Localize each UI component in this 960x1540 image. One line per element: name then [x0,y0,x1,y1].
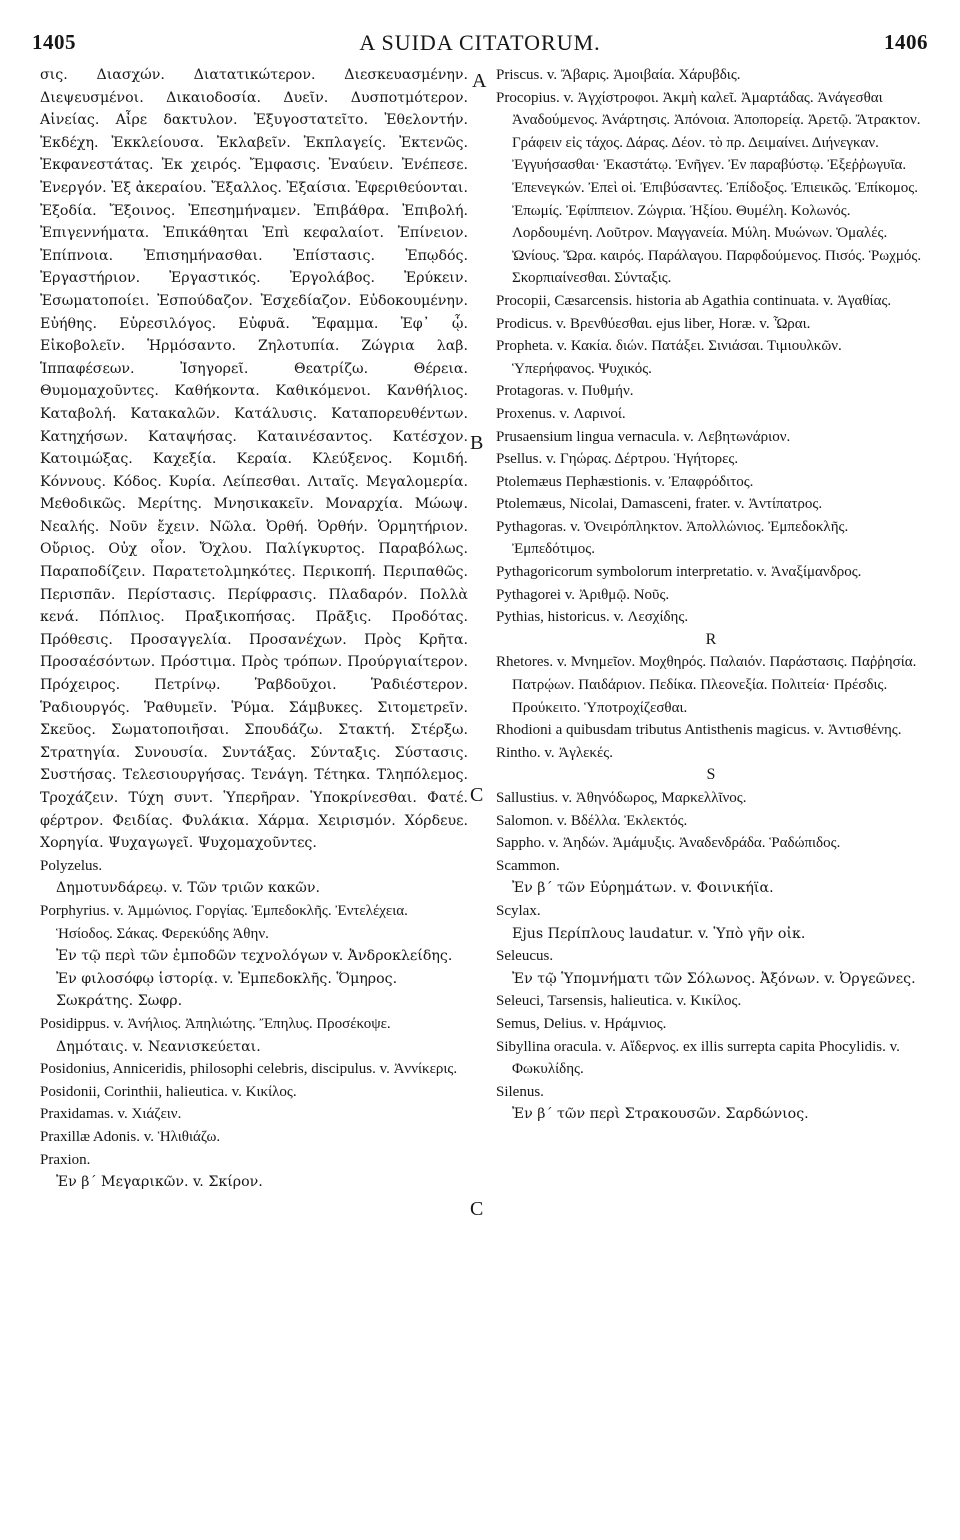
entry-posidippus: Posidippus. v. Ἀνήλιος. Ἀπηλιώτης. Ἔπηλυς. Προσέκοψε. [40,1015,391,1032]
left-column [40,64,468,1194]
entry-scylax: Scylax. [496,902,541,919]
entry-prusaensium: Prusaensium lingua vernacula. v. Λεβητωνάριον. [496,428,791,445]
entry-sallustius: Sallustius. v. Ἀθηνόδωρος, Μαρκελλῖνος. [496,790,747,806]
entry-priscus: Priscus. v. Ἄβαρις. Ἀμοιβαία. Χάρυβδις. [496,67,741,83]
entry-porphyrius-sub2: Ἐν φιλοσόφῳ ἱστορίᾳ. v. Ἐμπεδοκλῆς. Ὅμηρος. Σωκράτης. Σωφρ. [56,970,398,1010]
entry-rhetores: Rhetores. v. Μνημεῖον. Μοχθηρός. Παλαιόν. Παράστασις. Παῤῥησία. Πατρῴων. Παιδάριον. Πεδίκα. Πλεονεξία. Πολιτεία· Πρέσδις. Προύκειτο. Ὑποτροχίζεσθαι. [496,654,917,716]
entry-semus: Semus, Delius. v. Ηράμνιος. [496,1015,667,1032]
page-number-left: 1405 [32,30,76,54]
entry-scylax-sub: Ejus Περίπλους laudatur. v. Ὑπὸ γῆν οἰκ. [512,925,806,942]
entry-pythias: Pythias, historicus. v. Λεσχίδης. [496,609,689,626]
continued-entry: σις. Διασχών. Διατατικώτερον. Διεσκευασμένην. Διεψευσμένοι. Δικαιοδοσία. Δυεῖν. Δυσποτμότερον. Αἰνείας. Αἶρε δακτυλον. Ἐξυγοστατεῖτο. Ἐθελοντήν. Ἐκδέχη. Ἐκκλείουσα. Ἐκλαβεῖν. Ἐκπλαγείς. Ἐκτενῶς. Ἐκφανεστάτας. Ἐκ χειρός. Ἔμφασις. Ἐναύειν. Ἐνέπεσε. Ἐνεργόν. Ἐξ ἀκεραίου. Ἔξαλλος. Ἐξαίσια. Ἐφεριθεύονται. Ἐξοδία. Ἔξοινος. Ἐπεσημήναμεν. Ἐπιβάθρα. Ἐπιβολή. Ἐπιγεννήματα. Ἐπικάθηται Ἐπὶ κεφαλαίοτ. Ἐπίνειον. Ἐπίπνοια. Ἐπισημήνασθαι. Ἐπίστασις. Ἐπῳδός. Ἐργαστήριον. Ἐργαστικός. Ἐργολάβος. Ἐρύκειν. Ἐσωματοποίει. Ἐσπούδαζον. Ἐσχεδίαζον. Εὐδοκουμένην. Εὐήθης. Εὑρεσιλόγος. Εὐφυᾶ. Ἔφαμμα. Ἐφ᾽ ᾧ. Εἰκοβολεῖν. Ἡρμόσαντο. Ζηλοτυπία. Ζώγρια λαβ. Ἱππαφέσεων. Ἰσηγορεῖ. Θεατρίζω. Θέρεια. Θυμομαχοῦντες. Καθήκοντα. Καθικόμενοι. Κανθήλιος. Καταβολή. Κατακαλῶν. Κατάλυσις. Καταπορευθέντων. Κατηχήσων. Καταψήσας. Καταινέσαντος. Κατέσχον. Κατοιμώξας. Καχεξία. Κεραία. Κλεύξενος. Κομιδή. Κόννους. Κόδος. Κυρία. Λείπεσθαι. Λιταῖς. Μεγαλομερία. Μεθοδικῶς. Μερίτης. Μνησικακεῖν. Μοναρχία. Μώωψ. Νεαλής. Νοῦν ἔχειν. Νῶλα. Ὀρθή. Ὀρθήν. Ὁρμητήριον. Οὔριος. Οὐχ οἷον. Ὄχλου. Παλίγκυρτος. Παραβόλως. Παραποδίζειν. Παρατετολμηκότες. Περικοπή. Περιπαθῶς. Περισπᾶν. Περίστασις. Περίφρασις. Πλαδαρόν. Πολλὰ κενά. Πόπλιος. Πραξικοπήσας. Πρᾶξις. Προδότας. Πρόθεσις. Προσαγγελία. Προσανέχων. Πρὸς Κρῆτα. Προσαέσόντων. Πρόστιμα. Πρὸς τρόπων. Προύργιαίτερον. Πρόχειρος. Πετρίνῳ. Ῥαβδοῦχοι. Ῥαδιέστερον. Ῥαδιουργός. Ῥαθυμεῖν. Ῥύμα. Σάμβυκες. Σιτομετρεῖν. Σκεῦος. Σωματοποιῆσαι. Σπουδάζω. Στακτή. Στέρξω. Στρατηγία. Συνουσία. Συντάξας. Σύνταξις. Σύστασις. Συστήσας. Τελεσιουργήσας. Τενάγη. Τέτηκα. Τληπόλεμος. Τροχάζειν. Τύχη συντ. Ὑπερῆραν. Ὑποκρίνεσθαι. Φατέ. φέρτρον. Φειδίας. Φυλάκια. Χάρμα. Χειρισμόν. Χόρδευε. Χορηγία. Ψυχαγωγεῖ. Ψυχομαχοῦντες. [40,67,468,852]
section-marker-c2: C [470,1198,484,1220]
entry-proxenus: Proxenus. v. Λαρινοί. [496,405,626,422]
entry-rintho: Rintho. v. Ἀγλεκές. [496,744,613,761]
entry-silenus: Silenus. [496,1083,544,1100]
section-marker-c: C [470,784,484,806]
entry-praxidamas: Praxidamas. v. Χιάζειν. [40,1106,182,1123]
entry-praxillae: Praxillæ Adonis. v. Ἡλιθιάζω. [40,1128,221,1145]
entry-porphyrius-sub1: Ἐν τῷ περὶ τῶν ἐμποδῶν τεχνολόγων v. Ἀνδροκλείδης. [56,948,453,965]
entry-seleuci: Seleuci, Tarsensis, halieutica. v. Κικίλος. [496,993,742,1010]
entry-sibyllina: Sibyllina oracula. v. Αἴδερνος. ex illis surrepta capita Phocylidis. v. Φωκυλίδης. [496,1038,900,1078]
entry-ptolemaeus-hephaestionis: Ptolemæus Πephæstionis. v. Ἐπαφρόδιτος. [496,473,754,490]
entry-pythagoricorum: Pythagoricorum symbolorum interpretatio. v. Ἀναξίμανδρος. [496,564,862,581]
entry-rhodioni: Rhodioni a quibusdam tributus Antisthenis magicus. v. Ἀντισθένης. [496,722,902,739]
entry-polyzelus-ref: Δημοτυνδάρεῳ. v. Τῶν τριῶν κακῶν. [56,880,320,897]
entry-scammon-sub: Ἐν β΄ τῶν Εὑρημάτων. v. Φοινικήϊα. [512,880,774,897]
letter-heading-r: R [705,630,717,648]
entry-psellus: Psellus. v. Γηώρας. Δέρτρου. Ἡγήτορες. [496,451,739,468]
entry-silenus-sub: Ἐν β΄ τῶν περὶ Στρακουσῶν. Σαρδώνιος. [512,1106,809,1123]
entry-procopii: Procopii, Cæsarcensis. historia ab Agathia continuata. v. Ἀγαθίας. [496,292,892,309]
right-column [496,64,926,1126]
running-title: A SUIDA CITATORUM. [359,30,601,55]
entry-pythagoras: Pythagoras. v. Ὀνειρόπληκτον. Ἀπολλώνιος. Ἐμπεδοκλῆς. Ἐμπεδότιμος. [496,518,849,558]
entry-prodicus: Prodicus. v. Βρενθύεσθαι. ejus liber, Horæ. v. Ὧραι. [496,315,811,332]
entry-seleucus: Seleucus. [496,948,554,965]
page-header [0,0,960,60]
entry-porphyrius: Porphyrius. v. Ἀμμώνιος. Γοργίας. Ἐμπεδοκλῆς. Ἐντελέχεια. Ἡσίοδος. Σάκας. Φερεκύδης Ἀθην. [40,902,408,942]
entry-posidippus-sub: Δημόταις. v. Νεανισκεύεται. [56,1038,261,1055]
letter-heading-s: S [706,766,716,784]
entry-praxion-sub: Ἐν β΄ Μεγαρικῶν. v. Σκίρον. [56,1174,263,1191]
section-marker-a: A [472,70,487,92]
entry-propheta: Propheta. v. Κακία. διών. Πατάξει. Σινιάσαι. Τιμιουλκῶν. Ὑπερήφανος. Ψυχικός. [496,338,842,377]
entry-salomon: Salomon. v. Βδέλλα. Ἐκλεκτός. [496,812,688,829]
entry-sappho: Sappho. v. Ἀηδών. Ἀμάμυξις. Ἀναδενδράδα. Ῥαδώπιδος. [496,835,841,852]
entry-posidonii: Posidonii, Corinthii, halieutica. v. Κικίλος. [40,1083,297,1100]
entry-protagoras: Protagoras. v. Πυθμήν. [496,383,634,400]
entry-posidonius: Posidonius, Anniceridis, philosophi celebris, discipulus. v. Ἀννίκερις. [40,1061,458,1078]
page-number-right: 1406 [884,30,928,54]
entry-scammon: Scammon. [496,857,560,874]
entry-ptolemaeus-nicolai: Ptolemæus, Nicolai, Damasceni, frater. v. Ἀντίπατρος. [496,496,823,513]
entry-praxion: Praxion. [40,1151,91,1168]
entry-procopius: Procopius. v. Ἀγχίστροφοι. Ἀκμὴ καλεῖ. Ἀμαρτάδας. Ἀνάγεσθαι Ἀναδούμενος. Ἀνάρτησις. Ἀπόνοια. Ἀποπορείᾳ. Ἀρετῷ. Ἄτρακτον. Γράφειν εἰς τάχος. Δάρας. Δέον. τὸ πρ. Δειμαίνει. Διήνεγκαν. Ἐγγυήσασθαι· Ἐκαστάτῳ. Ἐνῆγεν. Ἐν παραβύστῳ. Ἐξεῤῥωγυῖα. Ἐπενεγκών. Ἐπεὶ οἱ. Ἐπιβύσαντες. Ἐπίδοξος. Ἐπιεικῶς. Ἐπίκομος. Ἐπωμίς. Ἐφίππειον. Ζώγρια. Ἠξίου. Θυμέλη. Κολωνός. Λορδουμένη. Λοῦτρον. Μαγγανεία. Μύλη. Μυώνων. Ὁμαλές. Ὠνίους. Ὥρα. καιρός. Παράλαγου. Παρφδούμενος. Πισός. Ῥωχμός. Σκορπιαίνεσθαι. Σύνταξις. [496,89,922,287]
entry-seleucus-sub: Ἐν τῷ Ὑπομνήματι τῶν Σόλωνος. Ἀξόνων. v. Ὀργεῶνες. [512,970,916,987]
section-marker-b: B [470,432,484,454]
entry-pythagorei: Pythagorei v. Ἀριθμῷ. Νοῦς. [496,586,670,603]
entry-polyzelus: Polyzelus. [40,857,103,874]
